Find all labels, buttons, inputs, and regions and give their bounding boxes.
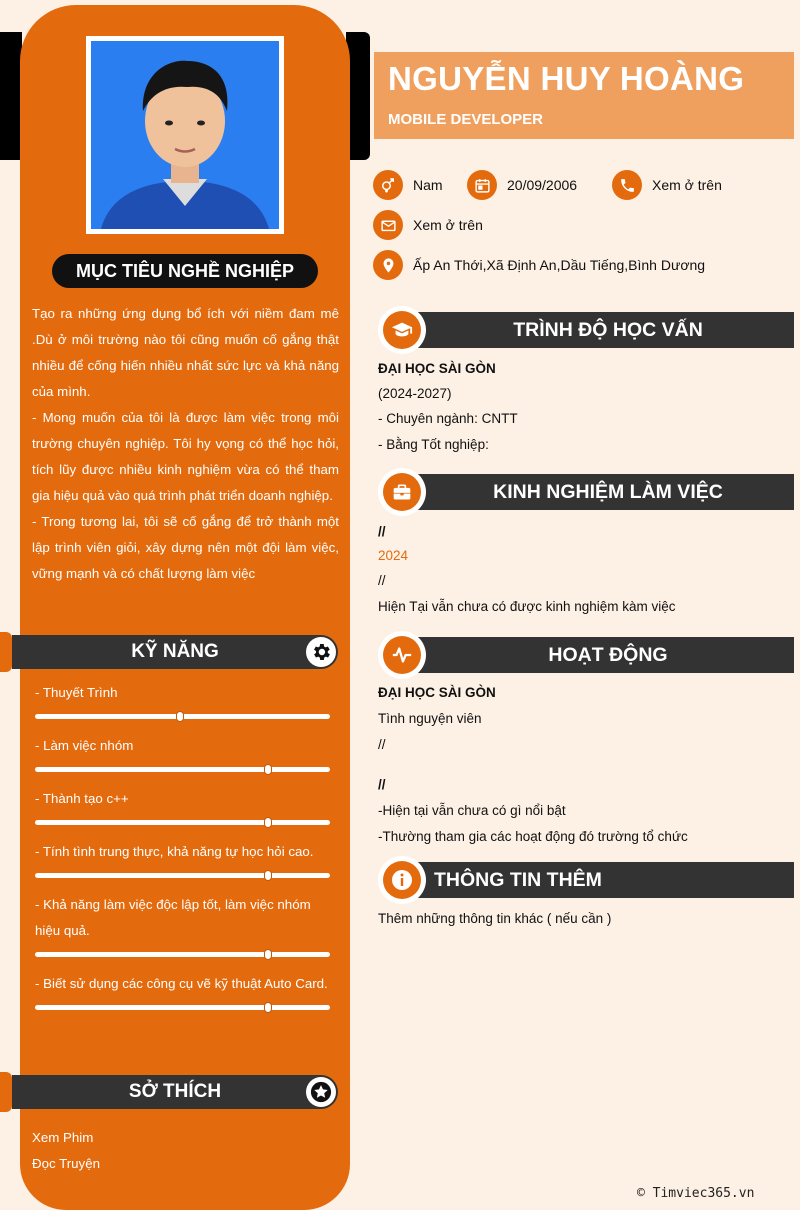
hobbies-header [12,1075,338,1109]
sidebar [20,5,350,1210]
objective-title: MỤC TIÊU NGHỀ NGHIỆP [52,254,318,288]
skill-knob [264,817,272,828]
info-icon [378,856,426,904]
education-school: ĐẠI HỌC SÀI GÒN [378,361,496,376]
contact-phone [612,170,722,200]
graduation-cap-icon [378,306,426,354]
education-degree: - Bằng Tốt nghiệp: [378,437,489,452]
skill-item [35,839,330,878]
hobby-item: Đọc Truyện [32,1156,100,1171]
skill-bar [35,1005,330,1010]
pulse-icon [378,631,426,679]
activities-org-2: // [378,777,386,792]
address-value: Ấp An Thới,Xã Định An,Dầu Tiếng,Bình Dương [413,257,706,273]
skill-bar [35,820,330,825]
activities-role: Tình nguyện viên [378,711,482,726]
contact-email [373,210,483,240]
education-period: (2024-2027) [378,386,452,401]
gender-value: Nam [413,177,443,193]
activities-line-1: -Hiện tại vẫn chưa có gì nổi bật [378,803,566,818]
experience-position: // [378,573,386,588]
activities-period: // [378,737,386,752]
education-header [378,306,794,352]
skill-knob [264,870,272,881]
briefcase-icon [378,468,426,516]
skill-item [35,892,330,957]
phone-icon [612,170,642,200]
gender-icon [373,170,403,200]
activities-org: ĐẠI HỌC SÀI GÒN [378,685,496,700]
extra-title: THÔNG TIN THÊM [398,862,794,898]
calendar-icon [467,170,497,200]
skill-knob [264,1002,272,1013]
extra-text: Thêm những thông tin khác ( nếu cần ) [378,911,612,926]
skill-label: - Biết sử dụng các công cụ vẽ kỹ thuật Auto Card. [35,976,328,991]
hobby-item: Xem Phim [32,1130,94,1145]
skills-header [12,635,338,669]
activities-title: HOẠT ĐỘNG [398,637,794,673]
education-title: TRÌNH ĐỘ HỌC VẤN [398,312,794,348]
job-title: MOBILE DEVELOPER [388,111,544,128]
birthday-value: 20/09/2006 [507,177,578,193]
contact-birthday [467,170,577,200]
skill-bar [35,952,330,957]
skill-knob [264,949,272,960]
contact-gender [373,170,443,200]
extra-header [378,856,794,902]
education-major: - Chuyên ngành: CNTT [378,411,518,426]
skill-item [35,786,330,825]
activities-header [378,631,794,677]
hobbies-title: SỞ THÍCH [128,1081,222,1102]
notch-skills [0,632,12,672]
contact-address [373,250,705,280]
avatar [86,36,284,234]
email-icon [373,210,403,240]
experience-company: // [378,524,386,539]
skill-knob [176,711,184,722]
skill-bar [35,767,330,772]
objective-paragraph: - Trong tương lai, tôi sẽ cố gắng để trở thành một lập trình viên giỏi, xây dựng nên một đội làm việc, vững mạnh và có chất lượng làm việc [32,514,339,581]
profile-photo [91,41,279,229]
candidate-name: NGUYỄN HUY HOÀNG [388,60,745,97]
star-icon [306,1077,336,1107]
skill-item [35,680,330,719]
objective-text [32,301,339,587]
experience-year: 2024 [378,548,409,563]
skill-label: - Làm việc nhóm [35,738,134,753]
notch-hobbies [0,1072,12,1112]
header-band [374,52,794,139]
footer-credit: © Timviec365.vn [637,1186,755,1201]
objective-paragraph: - Mong muốn của tôi là được làm việc trong môi trường chuyên nghiệp. Tôi hy vọng có thể học hỏi, tích lũy được nhiều kinh nghiệm vừa có thể tham gia hiệu quả vào quá trình phát triển doanh nghiệp. [32,410,339,503]
gear-icon [306,637,336,667]
skill-item [35,733,330,772]
decorative-tab-left [0,32,22,160]
experience-header [378,468,794,514]
skill-label: - Thành tạo c++ [35,791,129,806]
skill-label: - Thuyết Trình [35,685,118,700]
skill-item [35,971,330,1010]
portrait-illustration [91,41,279,229]
experience-description: Hiện Tại vẫn chưa có được kinh nghiệm kàm việc [378,599,676,614]
skill-label: - Khả năng làm việc độc lập tốt, làm việc nhóm hiệu quả. [35,897,311,938]
location-icon [373,250,403,280]
objective-paragraph: Tạo ra những ứng dụng bổ ích với niềm đam mê .Dù ở môi trường nào tôi cũng muốn cố gắng thật nhiều để cống hiến nhiều nhất sức lực và khả năng của mình. [32,306,339,399]
skill-bar [35,714,330,719]
skill-bar [35,873,330,878]
activities-line-2: -Thường tham gia các hoạt động đó trường tổ chức [378,829,688,844]
skill-label: - Tính tình trung thực, khả năng tự học hỏi cao. [35,844,314,859]
phone-value: Xem ở trên [652,177,722,193]
email-value: Xem ở trên [413,217,483,233]
skills-title: KỸ NĂNG [131,641,219,662]
hobbies-list [32,1125,100,1177]
experience-title: KINH NGHIỆM LÀM VIỆC [398,474,794,510]
skill-knob [264,764,272,775]
